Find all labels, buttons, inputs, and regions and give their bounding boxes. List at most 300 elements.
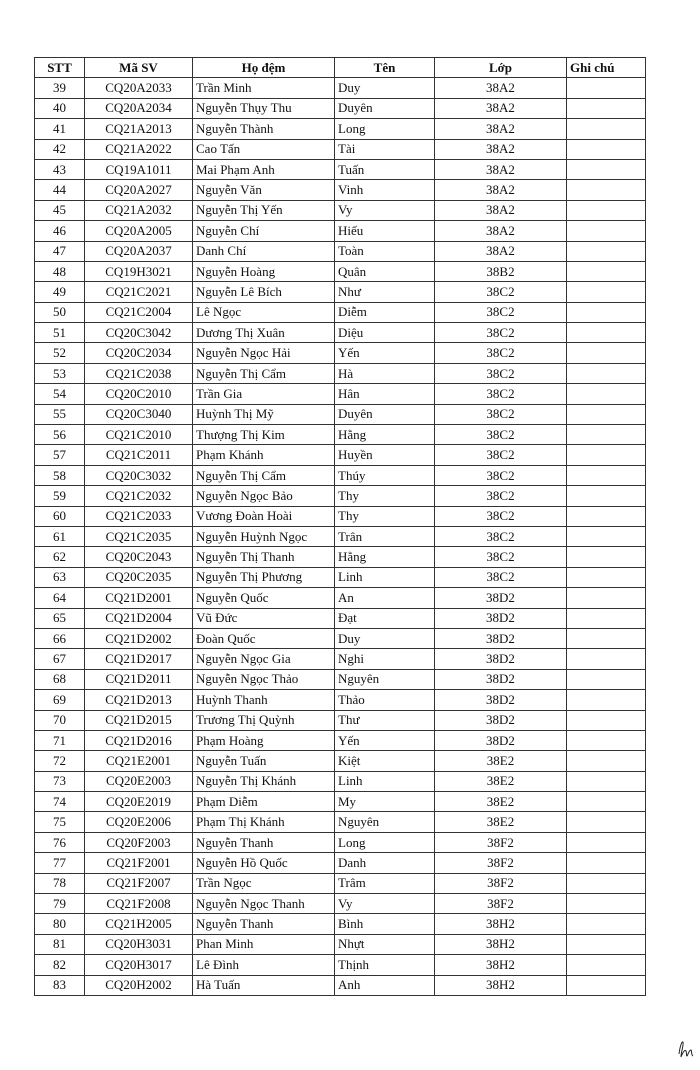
cell-ma-sv: CQ20H2002: [85, 975, 193, 995]
cell-ghi-chu: [567, 323, 646, 343]
cell-lop: 38A2: [435, 98, 567, 118]
cell-ma-sv: CQ20E2003: [85, 771, 193, 791]
cell-lop: 38A2: [435, 180, 567, 200]
cell-ten: Thư: [335, 710, 435, 730]
cell-stt: 68: [35, 669, 85, 689]
cell-lop: 38C2: [435, 547, 567, 567]
cell-ten: Yến: [335, 730, 435, 750]
cell-stt: 51: [35, 323, 85, 343]
cell-stt: 47: [35, 241, 85, 261]
cell-ten: Tuấn: [335, 159, 435, 179]
cell-ten: Trâm: [335, 873, 435, 893]
header-ghi-chu: Ghi chú: [567, 58, 646, 78]
cell-ten: Duyên: [335, 404, 435, 424]
cell-stt: 82: [35, 955, 85, 975]
header-stt: STT: [35, 58, 85, 78]
cell-stt: 69: [35, 690, 85, 710]
cell-ten: Thy: [335, 506, 435, 526]
cell-ma-sv: CQ20E2006: [85, 812, 193, 832]
cell-ma-sv: CQ20C2034: [85, 343, 193, 363]
cell-ten: Huyền: [335, 445, 435, 465]
cell-ghi-chu: [567, 180, 646, 200]
cell-ho-dem: Nguyễn Thị Yến: [193, 200, 335, 220]
cell-ho-dem: Phạm Hoàng: [193, 730, 335, 750]
cell-ma-sv: CQ20C2010: [85, 384, 193, 404]
cell-ghi-chu: [567, 669, 646, 689]
cell-stt: 48: [35, 261, 85, 281]
cell-ma-sv: CQ21C2038: [85, 363, 193, 383]
table-row: [35, 78, 646, 98]
cell-ten: Như: [335, 282, 435, 302]
cell-stt: 60: [35, 506, 85, 526]
cell-lop: 38C2: [435, 425, 567, 445]
cell-ho-dem: Nguyễn Thanh: [193, 832, 335, 852]
cell-lop: 38C2: [435, 302, 567, 322]
table-row: [35, 465, 646, 485]
cell-ghi-chu: [567, 710, 646, 730]
cell-lop: 38H2: [435, 914, 567, 934]
cell-ma-sv: CQ20A2033: [85, 78, 193, 98]
cell-stt: 50: [35, 302, 85, 322]
cell-ho-dem: Nguyễn Thị Cẩm: [193, 363, 335, 383]
header-ten: Tên: [335, 58, 435, 78]
cell-ghi-chu: [567, 730, 646, 750]
cell-ma-sv: CQ21D2015: [85, 710, 193, 730]
cell-ma-sv: CQ21D2002: [85, 628, 193, 648]
table-row: [35, 771, 646, 791]
cell-ma-sv: CQ20C2035: [85, 567, 193, 587]
handwritten-initials-icon: [676, 1038, 696, 1060]
cell-stt: 63: [35, 567, 85, 587]
cell-ghi-chu: [567, 914, 646, 934]
cell-ma-sv: CQ20C3040: [85, 404, 193, 424]
cell-ghi-chu: [567, 200, 646, 220]
cell-lop: 38D2: [435, 669, 567, 689]
cell-ho-dem: Nguyễn Thành: [193, 119, 335, 139]
cell-stt: 58: [35, 465, 85, 485]
cell-ho-dem: Nguyễn Hồ Quốc: [193, 853, 335, 873]
cell-ten: Duy: [335, 78, 435, 98]
cell-stt: 40: [35, 98, 85, 118]
cell-ghi-chu: [567, 261, 646, 281]
cell-ten: Hiếu: [335, 221, 435, 241]
cell-stt: 79: [35, 894, 85, 914]
table-row: [35, 180, 646, 200]
cell-lop: 38A2: [435, 119, 567, 139]
table-row: [35, 363, 646, 383]
cell-ten: Bình: [335, 914, 435, 934]
cell-stt: 59: [35, 486, 85, 506]
table-row: [35, 425, 646, 445]
cell-ho-dem: Cao Tấn: [193, 139, 335, 159]
cell-ghi-chu: [567, 384, 646, 404]
table-row: [35, 975, 646, 995]
cell-ghi-chu: [567, 302, 646, 322]
cell-ten: Yến: [335, 343, 435, 363]
table-row: [35, 669, 646, 689]
cell-stt: 49: [35, 282, 85, 302]
cell-ho-dem: Đoàn Quốc: [193, 628, 335, 648]
cell-stt: 56: [35, 425, 85, 445]
table-row: [35, 955, 646, 975]
cell-ma-sv: CQ20A2027: [85, 180, 193, 200]
table-row: [35, 628, 646, 648]
cell-ma-sv: CQ21D2016: [85, 730, 193, 750]
cell-stt: 83: [35, 975, 85, 995]
cell-stt: 78: [35, 873, 85, 893]
cell-lop: 38C2: [435, 506, 567, 526]
table-row: [35, 384, 646, 404]
cell-ten: Thy: [335, 486, 435, 506]
cell-ho-dem: Mai Phạm Anh: [193, 159, 335, 179]
table-header-row: [35, 58, 646, 78]
cell-ten: Anh: [335, 975, 435, 995]
cell-ma-sv: CQ20A2037: [85, 241, 193, 261]
cell-ten: Thịnh: [335, 955, 435, 975]
cell-ma-sv: CQ19A1011: [85, 159, 193, 179]
cell-stt: 81: [35, 934, 85, 954]
cell-ma-sv: CQ21C2011: [85, 445, 193, 465]
cell-ho-dem: Nguyễn Thụy Thu: [193, 98, 335, 118]
cell-lop: 38D2: [435, 710, 567, 730]
cell-lop: 38C2: [435, 343, 567, 363]
cell-stt: 57: [35, 445, 85, 465]
cell-ghi-chu: [567, 771, 646, 791]
cell-lop: 38D2: [435, 730, 567, 750]
cell-ma-sv: CQ20C2043: [85, 547, 193, 567]
cell-ten: Linh: [335, 567, 435, 587]
cell-ten: Danh: [335, 853, 435, 873]
table-row: [35, 873, 646, 893]
cell-stt: 55: [35, 404, 85, 424]
cell-ten: Diệu: [335, 323, 435, 343]
student-roster-table: [34, 57, 646, 996]
cell-stt: 61: [35, 526, 85, 546]
cell-ten: Tài: [335, 139, 435, 159]
cell-lop: 38C2: [435, 404, 567, 424]
cell-ho-dem: Nguyễn Thị Phương: [193, 567, 335, 587]
cell-ten: My: [335, 792, 435, 812]
cell-ho-dem: Nguyễn Ngọc Thanh: [193, 894, 335, 914]
cell-ghi-chu: [567, 567, 646, 587]
cell-ho-dem: Nguyễn Thị Khánh: [193, 771, 335, 791]
cell-ho-dem: Nguyễn Tuấn: [193, 751, 335, 771]
table-row: [35, 159, 646, 179]
cell-stt: 65: [35, 608, 85, 628]
cell-ghi-chu: [567, 78, 646, 98]
cell-ghi-chu: [567, 812, 646, 832]
table-row: [35, 343, 646, 363]
table-row: [35, 404, 646, 424]
cell-ma-sv: CQ21C2004: [85, 302, 193, 322]
cell-ghi-chu: [567, 221, 646, 241]
cell-ho-dem: Vương Đoàn Hoài: [193, 506, 335, 526]
cell-stt: 53: [35, 363, 85, 383]
cell-ghi-chu: [567, 465, 646, 485]
cell-ho-dem: Dương Thị Xuân: [193, 323, 335, 343]
cell-stt: 64: [35, 588, 85, 608]
cell-ten: Nguyên: [335, 669, 435, 689]
cell-stt: 44: [35, 180, 85, 200]
table-row: [35, 588, 646, 608]
cell-ho-dem: Nguyễn Thị Thanh: [193, 547, 335, 567]
cell-ghi-chu: [567, 363, 646, 383]
cell-ho-dem: Nguyễn Huỳnh Ngọc: [193, 526, 335, 546]
table-row: [35, 547, 646, 567]
cell-ho-dem: Nguyễn Ngọc Bảo: [193, 486, 335, 506]
cell-ma-sv: CQ21A2022: [85, 139, 193, 159]
cell-lop: 38H2: [435, 975, 567, 995]
cell-lop: 38A2: [435, 159, 567, 179]
cell-ghi-chu: [567, 445, 646, 465]
table-row: [35, 486, 646, 506]
table-row: [35, 649, 646, 669]
cell-lop: 38A2: [435, 241, 567, 261]
table-body: [35, 78, 646, 996]
cell-stt: 52: [35, 343, 85, 363]
cell-lop: 38F2: [435, 853, 567, 873]
table-row: [35, 812, 646, 832]
cell-ghi-chu: [567, 751, 646, 771]
cell-stt: 76: [35, 832, 85, 852]
cell-lop: 38C2: [435, 323, 567, 343]
cell-lop: 38E2: [435, 792, 567, 812]
header-ma-sv: Mã SV: [85, 58, 193, 78]
cell-ghi-chu: [567, 894, 646, 914]
cell-stt: 75: [35, 812, 85, 832]
cell-lop: 38C2: [435, 445, 567, 465]
cell-ghi-chu: [567, 588, 646, 608]
cell-ghi-chu: [567, 343, 646, 363]
cell-lop: 38D2: [435, 608, 567, 628]
table-row: [35, 261, 646, 281]
table-row: [35, 608, 646, 628]
table-row: [35, 200, 646, 220]
cell-ten: Kiệt: [335, 751, 435, 771]
cell-ho-dem: Phạm Khánh: [193, 445, 335, 465]
cell-ten: Thúy: [335, 465, 435, 485]
table-row: [35, 282, 646, 302]
cell-stt: 70: [35, 710, 85, 730]
cell-ten: Vinh: [335, 180, 435, 200]
cell-ghi-chu: [567, 649, 646, 669]
cell-ho-dem: Danh Chí: [193, 241, 335, 261]
cell-ma-sv: CQ21C2033: [85, 506, 193, 526]
cell-ghi-chu: [567, 241, 646, 261]
cell-ho-dem: Nguyễn Ngọc Hải: [193, 343, 335, 363]
cell-ho-dem: Lê Đình: [193, 955, 335, 975]
cell-ghi-chu: [567, 486, 646, 506]
table-row: [35, 139, 646, 159]
cell-ghi-chu: [567, 975, 646, 995]
cell-lop: 38E2: [435, 812, 567, 832]
cell-ma-sv: CQ21D2004: [85, 608, 193, 628]
cell-ten: Hà: [335, 363, 435, 383]
cell-ghi-chu: [567, 159, 646, 179]
cell-ten: Trân: [335, 526, 435, 546]
cell-ma-sv: CQ20E2019: [85, 792, 193, 812]
cell-ho-dem: Phạm Thị Khánh: [193, 812, 335, 832]
cell-ma-sv: CQ21E2001: [85, 751, 193, 771]
cell-ho-dem: Nguyễn Ngọc Thảo: [193, 669, 335, 689]
cell-ten: Hân: [335, 384, 435, 404]
cell-lop: 38E2: [435, 771, 567, 791]
cell-ten: Nghi: [335, 649, 435, 669]
cell-lop: 38D2: [435, 588, 567, 608]
cell-ghi-chu: [567, 873, 646, 893]
cell-lop: 38C2: [435, 486, 567, 506]
cell-lop: 38C2: [435, 384, 567, 404]
cell-ten: Quân: [335, 261, 435, 281]
cell-ten: Long: [335, 119, 435, 139]
cell-ho-dem: Lê Ngọc: [193, 302, 335, 322]
cell-ma-sv: CQ20A2005: [85, 221, 193, 241]
cell-ghi-chu: [567, 690, 646, 710]
cell-lop: 38F2: [435, 873, 567, 893]
cell-lop: 38D2: [435, 690, 567, 710]
table-row: [35, 567, 646, 587]
cell-lop: 38E2: [435, 751, 567, 771]
cell-lop: 38D2: [435, 649, 567, 669]
cell-ma-sv: CQ21F2001: [85, 853, 193, 873]
table-row: [35, 934, 646, 954]
cell-lop: 38A2: [435, 200, 567, 220]
cell-ghi-chu: [567, 119, 646, 139]
table-row: [35, 119, 646, 139]
cell-ma-sv: CQ20A2034: [85, 98, 193, 118]
cell-lop: 38C2: [435, 465, 567, 485]
cell-ten: Duy: [335, 628, 435, 648]
cell-ho-dem: Thượng Thị Kim: [193, 425, 335, 445]
table-row: [35, 751, 646, 771]
cell-stt: 42: [35, 139, 85, 159]
cell-ghi-chu: [567, 547, 646, 567]
cell-ten: Linh: [335, 771, 435, 791]
table-row: [35, 98, 646, 118]
cell-ho-dem: Phạm Diễm: [193, 792, 335, 812]
cell-ma-sv: CQ21F2007: [85, 873, 193, 893]
cell-ho-dem: Trần Minh: [193, 78, 335, 98]
cell-ghi-chu: [567, 139, 646, 159]
table-row: [35, 853, 646, 873]
cell-ma-sv: CQ21D2017: [85, 649, 193, 669]
cell-ma-sv: CQ21A2013: [85, 119, 193, 139]
cell-ghi-chu: [567, 506, 646, 526]
cell-ten: Duyên: [335, 98, 435, 118]
cell-ho-dem: Nguyễn Ngọc Gia: [193, 649, 335, 669]
cell-ten: Hằng: [335, 547, 435, 567]
cell-ten: Đạt: [335, 608, 435, 628]
cell-lop: 38C2: [435, 567, 567, 587]
cell-ho-dem: Trương Thị Quỳnh: [193, 710, 335, 730]
cell-ma-sv: CQ21D2011: [85, 669, 193, 689]
cell-ma-sv: CQ21D2013: [85, 690, 193, 710]
cell-lop: 38C2: [435, 526, 567, 546]
cell-ho-dem: Nguyễn Văn: [193, 180, 335, 200]
cell-ghi-chu: [567, 955, 646, 975]
cell-ho-dem: Phan Minh: [193, 934, 335, 954]
cell-ho-dem: Hà Tuấn: [193, 975, 335, 995]
cell-ghi-chu: [567, 832, 646, 852]
cell-ma-sv: CQ20C3042: [85, 323, 193, 343]
cell-ten: Thảo: [335, 690, 435, 710]
cell-ma-sv: CQ21F2008: [85, 894, 193, 914]
cell-stt: 46: [35, 221, 85, 241]
cell-ho-dem: Nguyễn Chí: [193, 221, 335, 241]
cell-ma-sv: CQ21D2001: [85, 588, 193, 608]
cell-ho-dem: Huỳnh Thanh: [193, 690, 335, 710]
cell-ghi-chu: [567, 608, 646, 628]
cell-lop: 38A2: [435, 221, 567, 241]
cell-stt: 41: [35, 119, 85, 139]
cell-ma-sv: CQ21C2021: [85, 282, 193, 302]
cell-stt: 77: [35, 853, 85, 873]
cell-ma-sv: CQ21C2032: [85, 486, 193, 506]
cell-ten: Vy: [335, 200, 435, 220]
cell-stt: 66: [35, 628, 85, 648]
cell-ho-dem: Trần Ngọc: [193, 873, 335, 893]
cell-ten: Nhựt: [335, 934, 435, 954]
cell-ma-sv: CQ20H3031: [85, 934, 193, 954]
cell-ma-sv: CQ21C2010: [85, 425, 193, 445]
cell-ten: Diễm: [335, 302, 435, 322]
table-row: [35, 710, 646, 730]
cell-lop: 38A2: [435, 139, 567, 159]
cell-ho-dem: Nguyễn Thanh: [193, 914, 335, 934]
cell-stt: 39: [35, 78, 85, 98]
cell-ten: Nguyên: [335, 812, 435, 832]
cell-ho-dem: Vũ Đức: [193, 608, 335, 628]
cell-stt: 71: [35, 730, 85, 750]
table-row: [35, 323, 646, 343]
cell-ho-dem: Huỳnh Thị Mỹ: [193, 404, 335, 424]
table-row: [35, 792, 646, 812]
table-row: [35, 730, 646, 750]
cell-ho-dem: Trần Gia: [193, 384, 335, 404]
table-row: [35, 506, 646, 526]
cell-ghi-chu: [567, 628, 646, 648]
cell-lop: 38H2: [435, 955, 567, 975]
table-row: [35, 690, 646, 710]
cell-stt: 54: [35, 384, 85, 404]
table-row: [35, 221, 646, 241]
cell-stt: 73: [35, 771, 85, 791]
cell-stt: 72: [35, 751, 85, 771]
cell-ho-dem: Nguyễn Thị Cẩm: [193, 465, 335, 485]
cell-ten: Long: [335, 832, 435, 852]
cell-ghi-chu: [567, 526, 646, 546]
cell-lop: 38C2: [435, 363, 567, 383]
cell-ho-dem: Nguyễn Hoàng: [193, 261, 335, 281]
cell-stt: 62: [35, 547, 85, 567]
cell-ma-sv: CQ21C2035: [85, 526, 193, 546]
cell-stt: 45: [35, 200, 85, 220]
cell-ten: An: [335, 588, 435, 608]
cell-ma-sv: CQ21A2032: [85, 200, 193, 220]
cell-stt: 80: [35, 914, 85, 934]
header-ho-dem: Họ đệm: [193, 58, 335, 78]
table-row: [35, 526, 646, 546]
cell-lop: 38A2: [435, 78, 567, 98]
cell-ten: Toàn: [335, 241, 435, 261]
cell-ho-dem: Nguyễn Lê Bích: [193, 282, 335, 302]
cell-ten: Hằng: [335, 425, 435, 445]
cell-ma-sv: CQ20F2003: [85, 832, 193, 852]
cell-ho-dem: Nguyễn Quốc: [193, 588, 335, 608]
cell-stt: 67: [35, 649, 85, 669]
cell-ma-sv: CQ20C3032: [85, 465, 193, 485]
cell-ghi-chu: [567, 853, 646, 873]
